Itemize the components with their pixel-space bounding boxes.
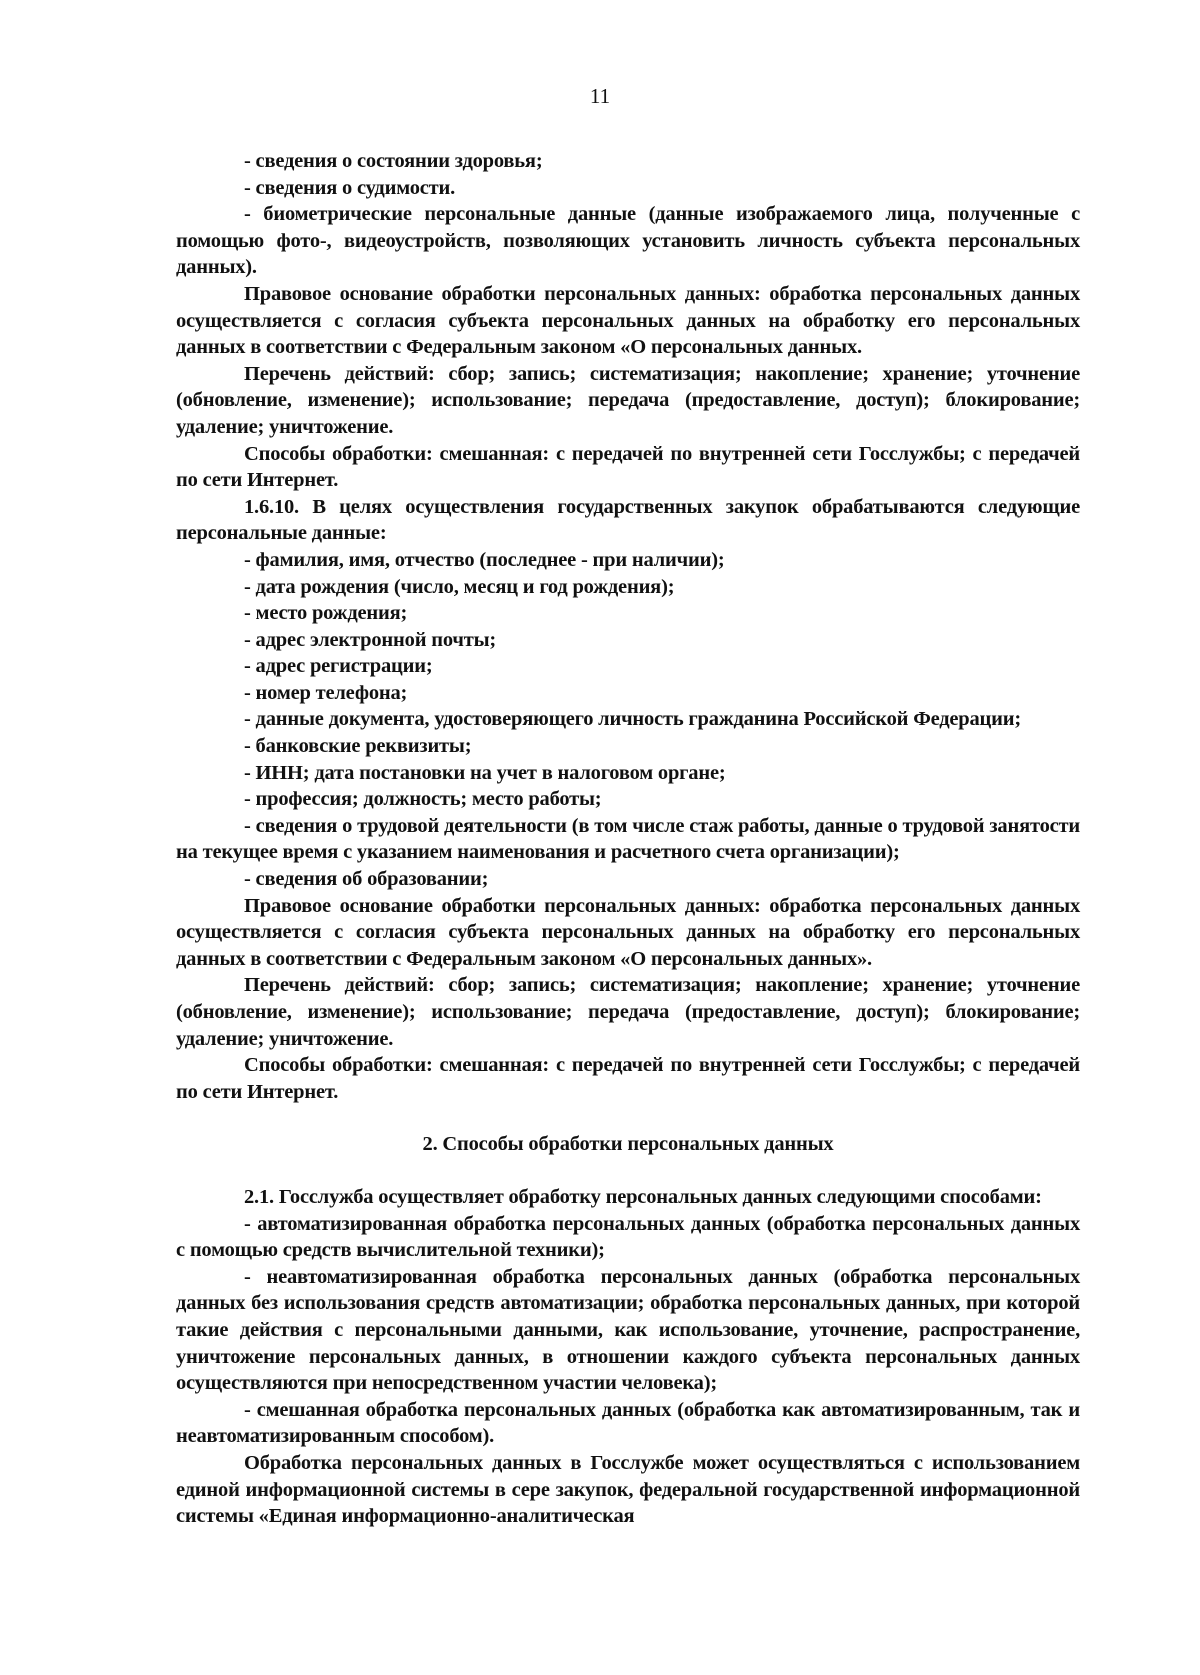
paragraph-methods-1: Способы обработки: смешанная: с передачей по внутренней сети Госслужбы; с передачей по сети Интернет. xyxy=(176,442,1080,492)
paragraph-section-2-1: 2.1. Госслужба осуществляет обработку персональных данных следующими способами: xyxy=(244,1185,1042,1208)
list-item: - фамилия, имя, отчество (последнее - при наличии); xyxy=(244,548,725,571)
list-item: - номер телефона; xyxy=(244,681,408,704)
list-item: - данные документа, удостоверяющего личность гражданина Российской Федерации; xyxy=(244,708,1022,731)
list-item: - ИНН; дата постановки на учет в налоговом органе; xyxy=(244,761,726,784)
list-item: - автоматизированная обработка персональных данных (обработка персональных данных с помощью средств вычислительной техники); xyxy=(176,1212,1080,1262)
list-item: - адрес регистрации; xyxy=(244,655,433,678)
document-body xyxy=(176,148,1080,1530)
page-number: 11 xyxy=(589,84,611,108)
paragraph-methods-2: Способы обработки: смешанная: с передачей по внутренней сети Госслужбы; с передачей по сети Интернет. xyxy=(176,1054,1080,1103)
list-item: - место рождения; xyxy=(244,602,408,625)
list-item: - профессия; должность; место работы; xyxy=(244,788,602,811)
paragraph-section-1-6-10: 1.6.10. В целях осуществления государственных закупок обрабатываются следующие персональные данные: xyxy=(176,495,1080,545)
list-item: - банковские реквизиты; xyxy=(244,735,472,758)
list-item: - дата рождения (число, месяц и год рождения); xyxy=(244,575,675,598)
list-item-biometric: - биометрические персональные данные (данные изображаемого лица, полученные с помощью фото-, видеоустройств, позволяющих установить личность субъекта персональных данных). xyxy=(176,203,1080,279)
paragraph-legal-basis-1: Правовое основание обработки персональных данных: обработка персональных данных осуществляется с согласия субъекта персональных данных на обработку его персональных данных в соответствии с Федеральным законом «О персональных данных. xyxy=(176,282,1080,359)
list-item: - неавтоматизированная обработка персональных данных (обработка персональных данных без использования средств автоматизации; обработка персональных данных, при которой такие действия с персональными данными, как использование, уточнение, распространение, уничтожение персональных данных, в отношении каждого субъекта персональных данных осуществляются при непосредственном участии человека); xyxy=(176,1265,1080,1395)
list-item: - сведения о трудовой деятельности (в том числе стаж работы, данные о трудовой занятости на текущее время с указанием наименования и расчетного счета организации); xyxy=(176,814,1080,864)
list-item-criminal-record: - сведения о судимости. xyxy=(244,176,456,199)
paragraph-legal-basis-2: Правовое основание обработки персональных данных: обработка персональных данных осуществляется с согласия субъекта персональных данных на обработку его персональных данных в соответствии с Федеральным законом «О персональных данных». xyxy=(176,894,1080,970)
list-item-health: - сведения о состоянии здоровья; xyxy=(244,150,543,172)
list-item: - сведения об образовании; xyxy=(244,868,489,891)
paragraph-final: Обработка персональных данных в Госслужбе может осуществляться с использованием единой информационной системы в сере закупок, федеральной государственной информационной системы «Единая информационно-аналитическая xyxy=(176,1451,1080,1528)
section-heading: 2. Способы обработки персональных данных xyxy=(422,1133,834,1156)
paragraph-actions-2: Перечень действий: сбор; запись; систематизация; накопление; хранение; уточнение (обновление, изменение); использование; передача (предоставление, доступ); блокирование; удаление; уничтожение. xyxy=(176,974,1080,1050)
list-item: - адрес электронной почты; xyxy=(244,628,497,651)
paragraph-actions-1: Перечень действий: сбор; запись; систематизация; накопление; хранение; уточнение (обновление, изменение); использование; передача (предоставление, доступ); блокирование; удаление; уничтожение. xyxy=(176,362,1080,438)
list-item: - смешанная обработка персональных данных (обработка как автоматизированным, так и неавтоматизированным способом). xyxy=(176,1398,1080,1448)
